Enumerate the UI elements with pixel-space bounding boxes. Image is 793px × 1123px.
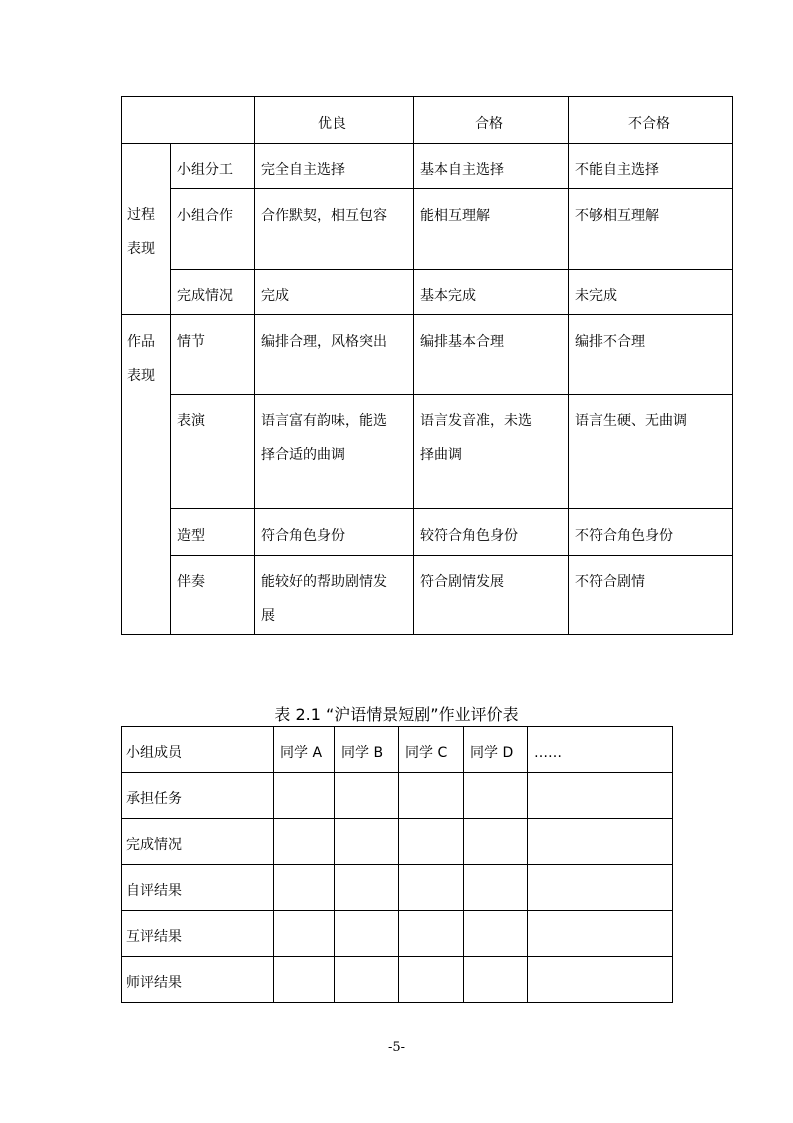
row-pass: 基本自主选择 bbox=[420, 162, 504, 178]
row-pass-cont: 择曲调 bbox=[420, 447, 462, 463]
header-ellipsis: …… bbox=[534, 745, 562, 761]
table1-border-top bbox=[121, 96, 733, 97]
table1-col-divider bbox=[170, 143, 171, 635]
row-fail: 不符合角色身份 bbox=[575, 528, 673, 544]
row-label: 师评结果 bbox=[126, 975, 182, 991]
table1-col-divider bbox=[254, 96, 255, 635]
table2-border-top bbox=[121, 726, 673, 727]
row-fail: 不能自主选择 bbox=[575, 162, 659, 178]
row-good-cont: 择合适的曲调 bbox=[261, 447, 345, 463]
row-good: 能较好的帮助剧情发 bbox=[261, 574, 387, 590]
row-label: 自评结果 bbox=[126, 883, 182, 899]
row-item: 小组合作 bbox=[177, 208, 233, 224]
table-caption: 表 2.1 “沪语情景短剧”作业评价表 bbox=[274, 705, 519, 724]
header-student-c: 同学 C bbox=[405, 745, 448, 761]
row-pass: 较符合角色身份 bbox=[420, 528, 518, 544]
table2-col-divider bbox=[334, 726, 335, 1003]
row-label: 完成情况 bbox=[126, 837, 182, 853]
table2-border-left bbox=[121, 726, 122, 1003]
row-fail: 语言生硬、无曲调 bbox=[575, 413, 687, 429]
row-label: 承担任务 bbox=[126, 791, 182, 807]
group-label-process-line1: 过程 bbox=[127, 207, 155, 223]
header-student-a: 同学 A bbox=[280, 745, 323, 761]
table2-rule bbox=[121, 910, 673, 911]
header-fail: 不合格 bbox=[628, 116, 670, 132]
group-label-work-line2: 表现 bbox=[127, 368, 155, 384]
row-item: 情节 bbox=[177, 334, 205, 350]
row-fail: 未完成 bbox=[575, 288, 617, 304]
row-item: 完成情况 bbox=[177, 288, 233, 304]
row-good: 完成 bbox=[261, 288, 289, 304]
row-item: 小组分工 bbox=[177, 162, 233, 178]
page-number: -5- bbox=[387, 1040, 406, 1055]
header-student-b: 同学 B bbox=[341, 745, 384, 761]
row-fail: 编排不合理 bbox=[575, 334, 645, 350]
row-good: 语言富有韵味，能选 bbox=[261, 413, 387, 429]
row-good-cont: 展 bbox=[261, 608, 275, 624]
row-item: 伴奏 bbox=[177, 574, 205, 590]
row-pass: 语言发音准，未选 bbox=[420, 413, 532, 429]
group-label-process-line2: 表现 bbox=[127, 241, 155, 257]
table2-border-right bbox=[672, 726, 673, 1003]
table2-rule bbox=[121, 864, 673, 865]
table2-col-divider bbox=[398, 726, 399, 1003]
header-good: 优良 bbox=[318, 116, 346, 132]
header-members: 小组成员 bbox=[126, 745, 182, 761]
group-label-work-line1: 作品 bbox=[127, 334, 155, 350]
row-pass: 符合剧情发展 bbox=[420, 574, 504, 590]
header-pass: 合格 bbox=[475, 116, 503, 132]
table1-rule bbox=[121, 314, 733, 315]
table1-col-divider bbox=[568, 96, 569, 635]
row-good: 合作默契，相互包容 bbox=[261, 208, 387, 224]
table1-border-bottom bbox=[121, 634, 733, 635]
table1-header-bottom bbox=[121, 143, 733, 144]
row-fail: 不符合剧情 bbox=[575, 574, 645, 590]
row-good: 符合角色身份 bbox=[261, 528, 345, 544]
row-pass: 能相互理解 bbox=[420, 208, 490, 224]
row-label: 互评结果 bbox=[126, 929, 182, 945]
row-good: 编排合理，风格突出 bbox=[261, 334, 387, 350]
table2-border-bottom bbox=[121, 1002, 673, 1003]
table1-border-right bbox=[732, 96, 733, 635]
table2-col-divider bbox=[273, 726, 274, 1003]
table2-rule bbox=[121, 772, 673, 773]
row-pass: 编排基本合理 bbox=[420, 334, 504, 350]
table2-rule bbox=[121, 818, 673, 819]
table2-col-divider bbox=[463, 726, 464, 1003]
row-item: 造型 bbox=[177, 528, 205, 544]
table2-col-divider bbox=[527, 726, 528, 1003]
table2-rule bbox=[121, 956, 673, 957]
row-item: 表演 bbox=[177, 413, 205, 429]
table1-border-left bbox=[121, 96, 122, 635]
header-student-d: 同学 D bbox=[470, 745, 514, 761]
table1-col-divider bbox=[413, 96, 414, 635]
row-pass: 基本完成 bbox=[420, 288, 476, 304]
row-good: 完全自主选择 bbox=[261, 162, 345, 178]
row-fail: 不够相互理解 bbox=[575, 208, 659, 224]
